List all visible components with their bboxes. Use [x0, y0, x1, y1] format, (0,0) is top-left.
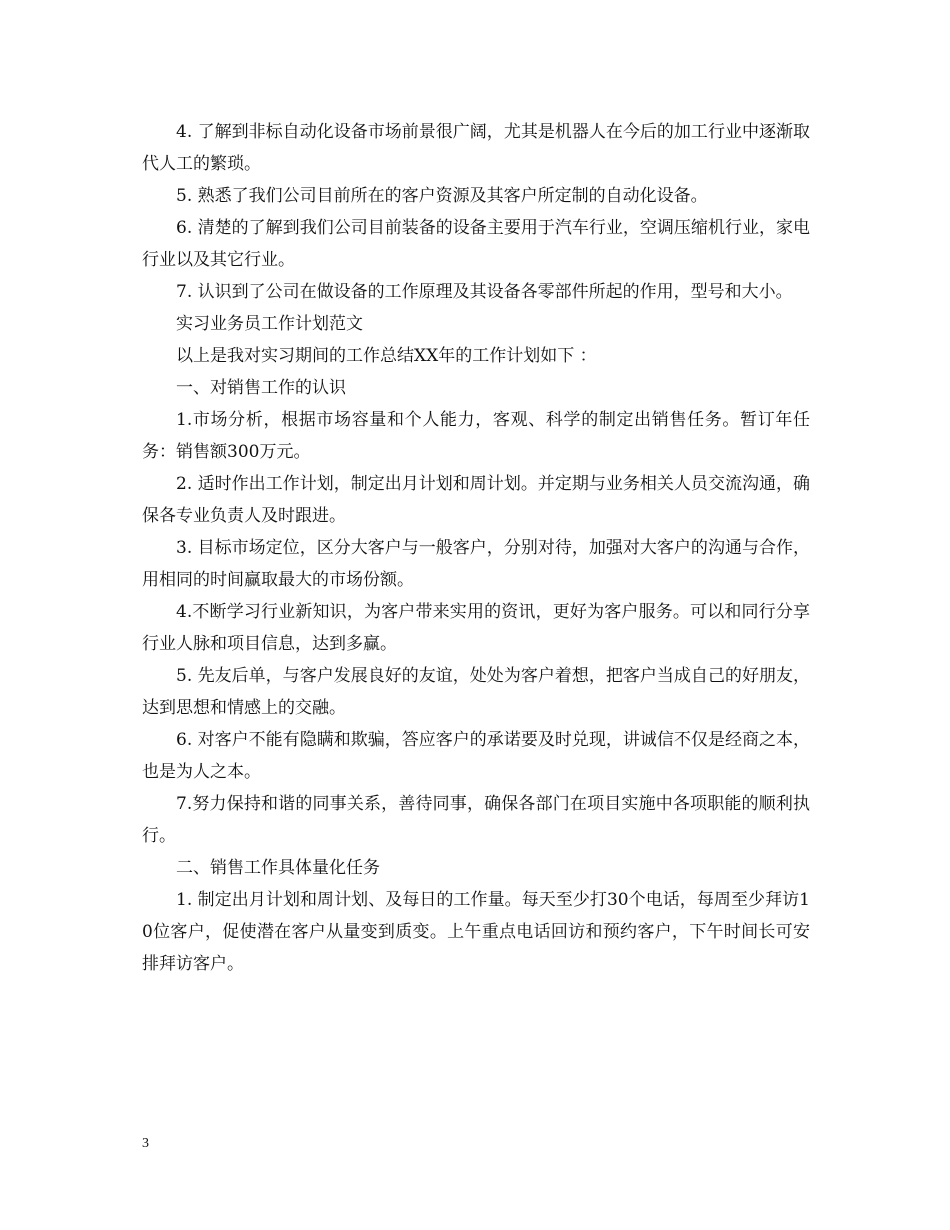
page-number: 3 [142, 1136, 149, 1151]
sales-item-5: 5. 先友后单，与客户发展良好的友谊，处处为客户着想，把客户当成自己的好朋友，达到思想和情感上的交融。 [142, 666, 810, 718]
section-heading-1: 一、对销售工作的认识 [176, 378, 346, 398]
sales-item-7: 7.努力保持和谐的同事关系，善待同事，确保各部门在项目实施中各项职能的顺利执行。 [142, 794, 810, 846]
paragraph-item-7: 7. 认识到了公司在做设备的工作原理及其设备各零部件所起的作用，型号和大小。 [176, 282, 793, 302]
section-heading-2: 二、销售工作具体量化任务 [176, 858, 380, 878]
paragraph-item-5: 5. 熟悉了我们公司目前所在的客户资源及其客户所定制的自动化设备。 [176, 186, 708, 206]
section-title: 实习业务员工作计划范文 [176, 314, 363, 334]
sales-item-4: 4.不断学习行业新知识，为客户带来实用的资讯，更好为客户服务。可以和同行分享行业人脉和项目信息，达到多赢。 [142, 602, 810, 654]
paragraph-item-4: 4. 了解到非标自动化设备市场前景很广阔，尤其是机器人在今后的加工行业中逐渐取代人工的繁琐。 [142, 122, 810, 174]
sales-item-6: 6. 对客户不能有隐瞒和欺骗，答应客户的承诺要及时兑现，讲诚信不仅是经商之本，也是为人之本。 [142, 730, 810, 782]
intro-paragraph: 以上是我对实习期间的工作总结XX年的工作计划如下 ： [176, 346, 597, 366]
sales-item-3: 3. 目标市场定位，区分大客户与一般客户，分别对待，加强对大客户的沟通与合作，用相同的时间赢取最大的市场份额。 [142, 538, 810, 590]
sales-item-1: 1.市场分析，根据市场容量和个人能力，客观、科学的制定出销售任务。暂订年任务：销售额300万元。 [142, 410, 810, 462]
document-body [142, 116, 810, 980]
sales-item-2: 2. 适时作出工作计划，制定出月计划和周计划。并定期与业务相关人员交流沟通，确保各专业负责人及时跟进。 [142, 474, 810, 526]
paragraph-item-6: 6. 清楚的了解到我们公司目前装备的设备主要用于汽车行业，空调压缩机行业，家电行业以及其它行业。 [142, 218, 810, 270]
task-item-1: 1. 制定出月计划和周计划、及每日的工作量。每天至少打30个电话，每周至少拜访10位客户，促使潜在客户从量变到质变。上午重点电话回访和预约客户，下午时间长可安排拜访客户。 [142, 890, 810, 974]
